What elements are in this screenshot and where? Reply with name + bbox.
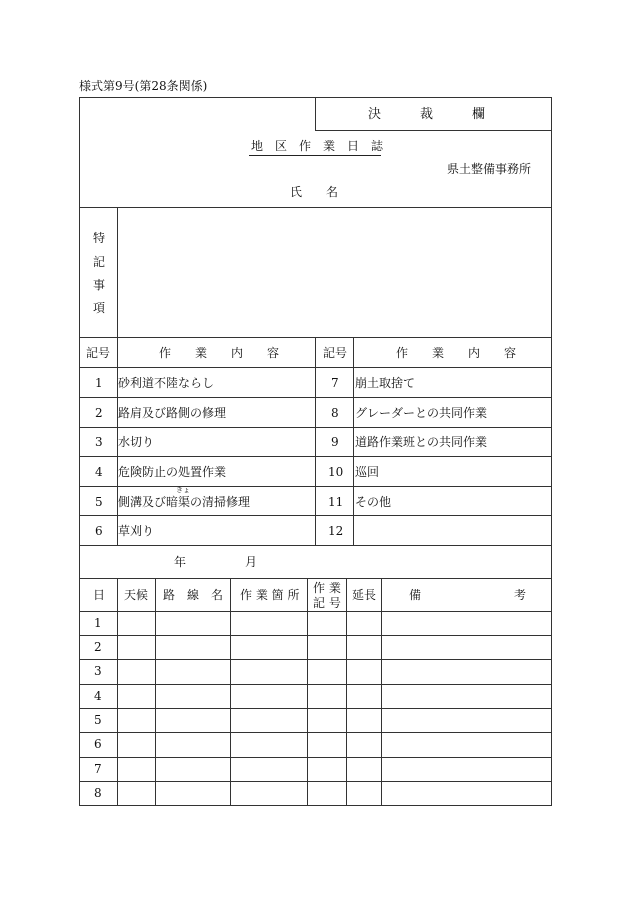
codes-header-code-right: 記号 — [323, 346, 348, 360]
codes-bottom — [79, 545, 552, 546]
log-header-weather: 天候 — [124, 588, 149, 602]
remarks-char-1: 特 — [93, 231, 106, 245]
log-header-day: 日 — [93, 588, 106, 602]
remarks-char-2: 記 — [93, 255, 106, 269]
log-day-number: 2 — [94, 640, 102, 654]
office-name: 県土整備事務所 — [447, 162, 532, 176]
log-row-line — [79, 684, 552, 685]
log-header-code-top: 作 業 — [313, 581, 341, 595]
log-header-notes-left: 備 — [409, 588, 422, 602]
work-code-number: 2 — [95, 406, 103, 420]
work-code-text: 砂利道不陸ならし — [118, 376, 215, 390]
work-code-number: 8 — [331, 406, 339, 420]
work-code-text: 水切り — [118, 435, 155, 449]
log-row-line — [79, 757, 552, 758]
remarks-char-4: 項 — [93, 301, 106, 315]
approval-divider — [315, 97, 316, 130]
log-day-number: 5 — [94, 713, 102, 727]
work-code-number: 4 — [95, 465, 103, 479]
log-header-code-bottom: 記 号 — [313, 596, 341, 610]
remarks-top — [79, 207, 552, 208]
codes-col-2 — [315, 337, 316, 545]
log-header-route: 路 線 名 — [163, 588, 224, 602]
log-col-line — [346, 578, 347, 805]
work-code-number: 12 — [328, 524, 344, 538]
log-header-notes-right: 考 — [514, 588, 527, 602]
log-row-line — [79, 708, 552, 709]
work-code-number: 6 — [95, 524, 103, 538]
log-col-line — [381, 578, 382, 805]
work-code-number: 9 — [331, 435, 339, 449]
frame-left — [79, 97, 80, 806]
work-code-text: その他 — [355, 495, 392, 509]
log-row-line — [79, 732, 552, 733]
codes-header-code-left: 記号 — [86, 346, 111, 360]
log-col-line — [117, 578, 118, 805]
work-code-number: 10 — [328, 465, 344, 479]
work-code-number: 3 — [95, 435, 103, 449]
remarks-char-3: 事 — [93, 278, 106, 292]
log-day-number: 4 — [94, 689, 102, 703]
log-col-line — [155, 578, 156, 805]
year-label: 年 — [174, 555, 187, 569]
form-reference: 様式第9号(第28条関係) — [79, 79, 208, 93]
log-header-location: 作 業 箇 所 — [240, 588, 300, 602]
log-header-bottom — [79, 611, 552, 612]
month-label: 月 — [245, 555, 258, 569]
work-code-text: 路肩及び路側の修理 — [118, 406, 227, 420]
work-code-number: 5 — [95, 495, 103, 509]
log-header-length: 延長 — [352, 588, 377, 602]
work-code-number: 1 — [95, 376, 103, 390]
log-col-line — [307, 578, 308, 805]
title-underline — [249, 155, 381, 156]
work-code-text: 崩土取捨て — [355, 376, 416, 390]
approval-bottom — [315, 130, 552, 131]
frame-right — [551, 97, 552, 806]
work-code-text: 危険防止の処置作業 — [118, 465, 227, 479]
log-day-number: 8 — [94, 786, 102, 800]
log-col-line — [230, 578, 231, 805]
log-row-line — [79, 635, 552, 636]
codes-header-work-right: 作 業 内 容 — [396, 346, 517, 360]
remarks-divider — [117, 207, 118, 337]
log-day-number: 7 — [94, 762, 102, 776]
work-code-number: 11 — [328, 495, 344, 509]
ruby-annotation: きょ — [176, 486, 190, 494]
approval-label: 決 裁 欄 — [368, 107, 486, 122]
codes-header-work-left: 作 業 内 容 — [159, 346, 280, 360]
log-day-number: 6 — [94, 737, 102, 751]
log-row-line — [79, 781, 552, 782]
work-code-text: 側溝及び暗渠の清掃修理 — [118, 495, 251, 509]
work-code-text: 道路作業班との共同作業 — [355, 435, 488, 449]
log-day-number: 1 — [94, 616, 102, 630]
work-code-text: 巡回 — [355, 465, 380, 479]
document-title: 地 区 作 業 日 誌 — [251, 139, 384, 153]
work-code-text: 草刈り — [118, 524, 155, 538]
frame-bottom — [79, 805, 552, 806]
year-month-bottom — [79, 578, 552, 579]
work-code-text: グレーダーとの共同作業 — [355, 406, 488, 420]
name-label: 氏 名 — [290, 185, 339, 199]
log-row-line — [79, 659, 552, 660]
work-code-number: 7 — [331, 376, 339, 390]
log-day-number: 3 — [94, 664, 102, 678]
codes-col-3 — [353, 337, 354, 545]
